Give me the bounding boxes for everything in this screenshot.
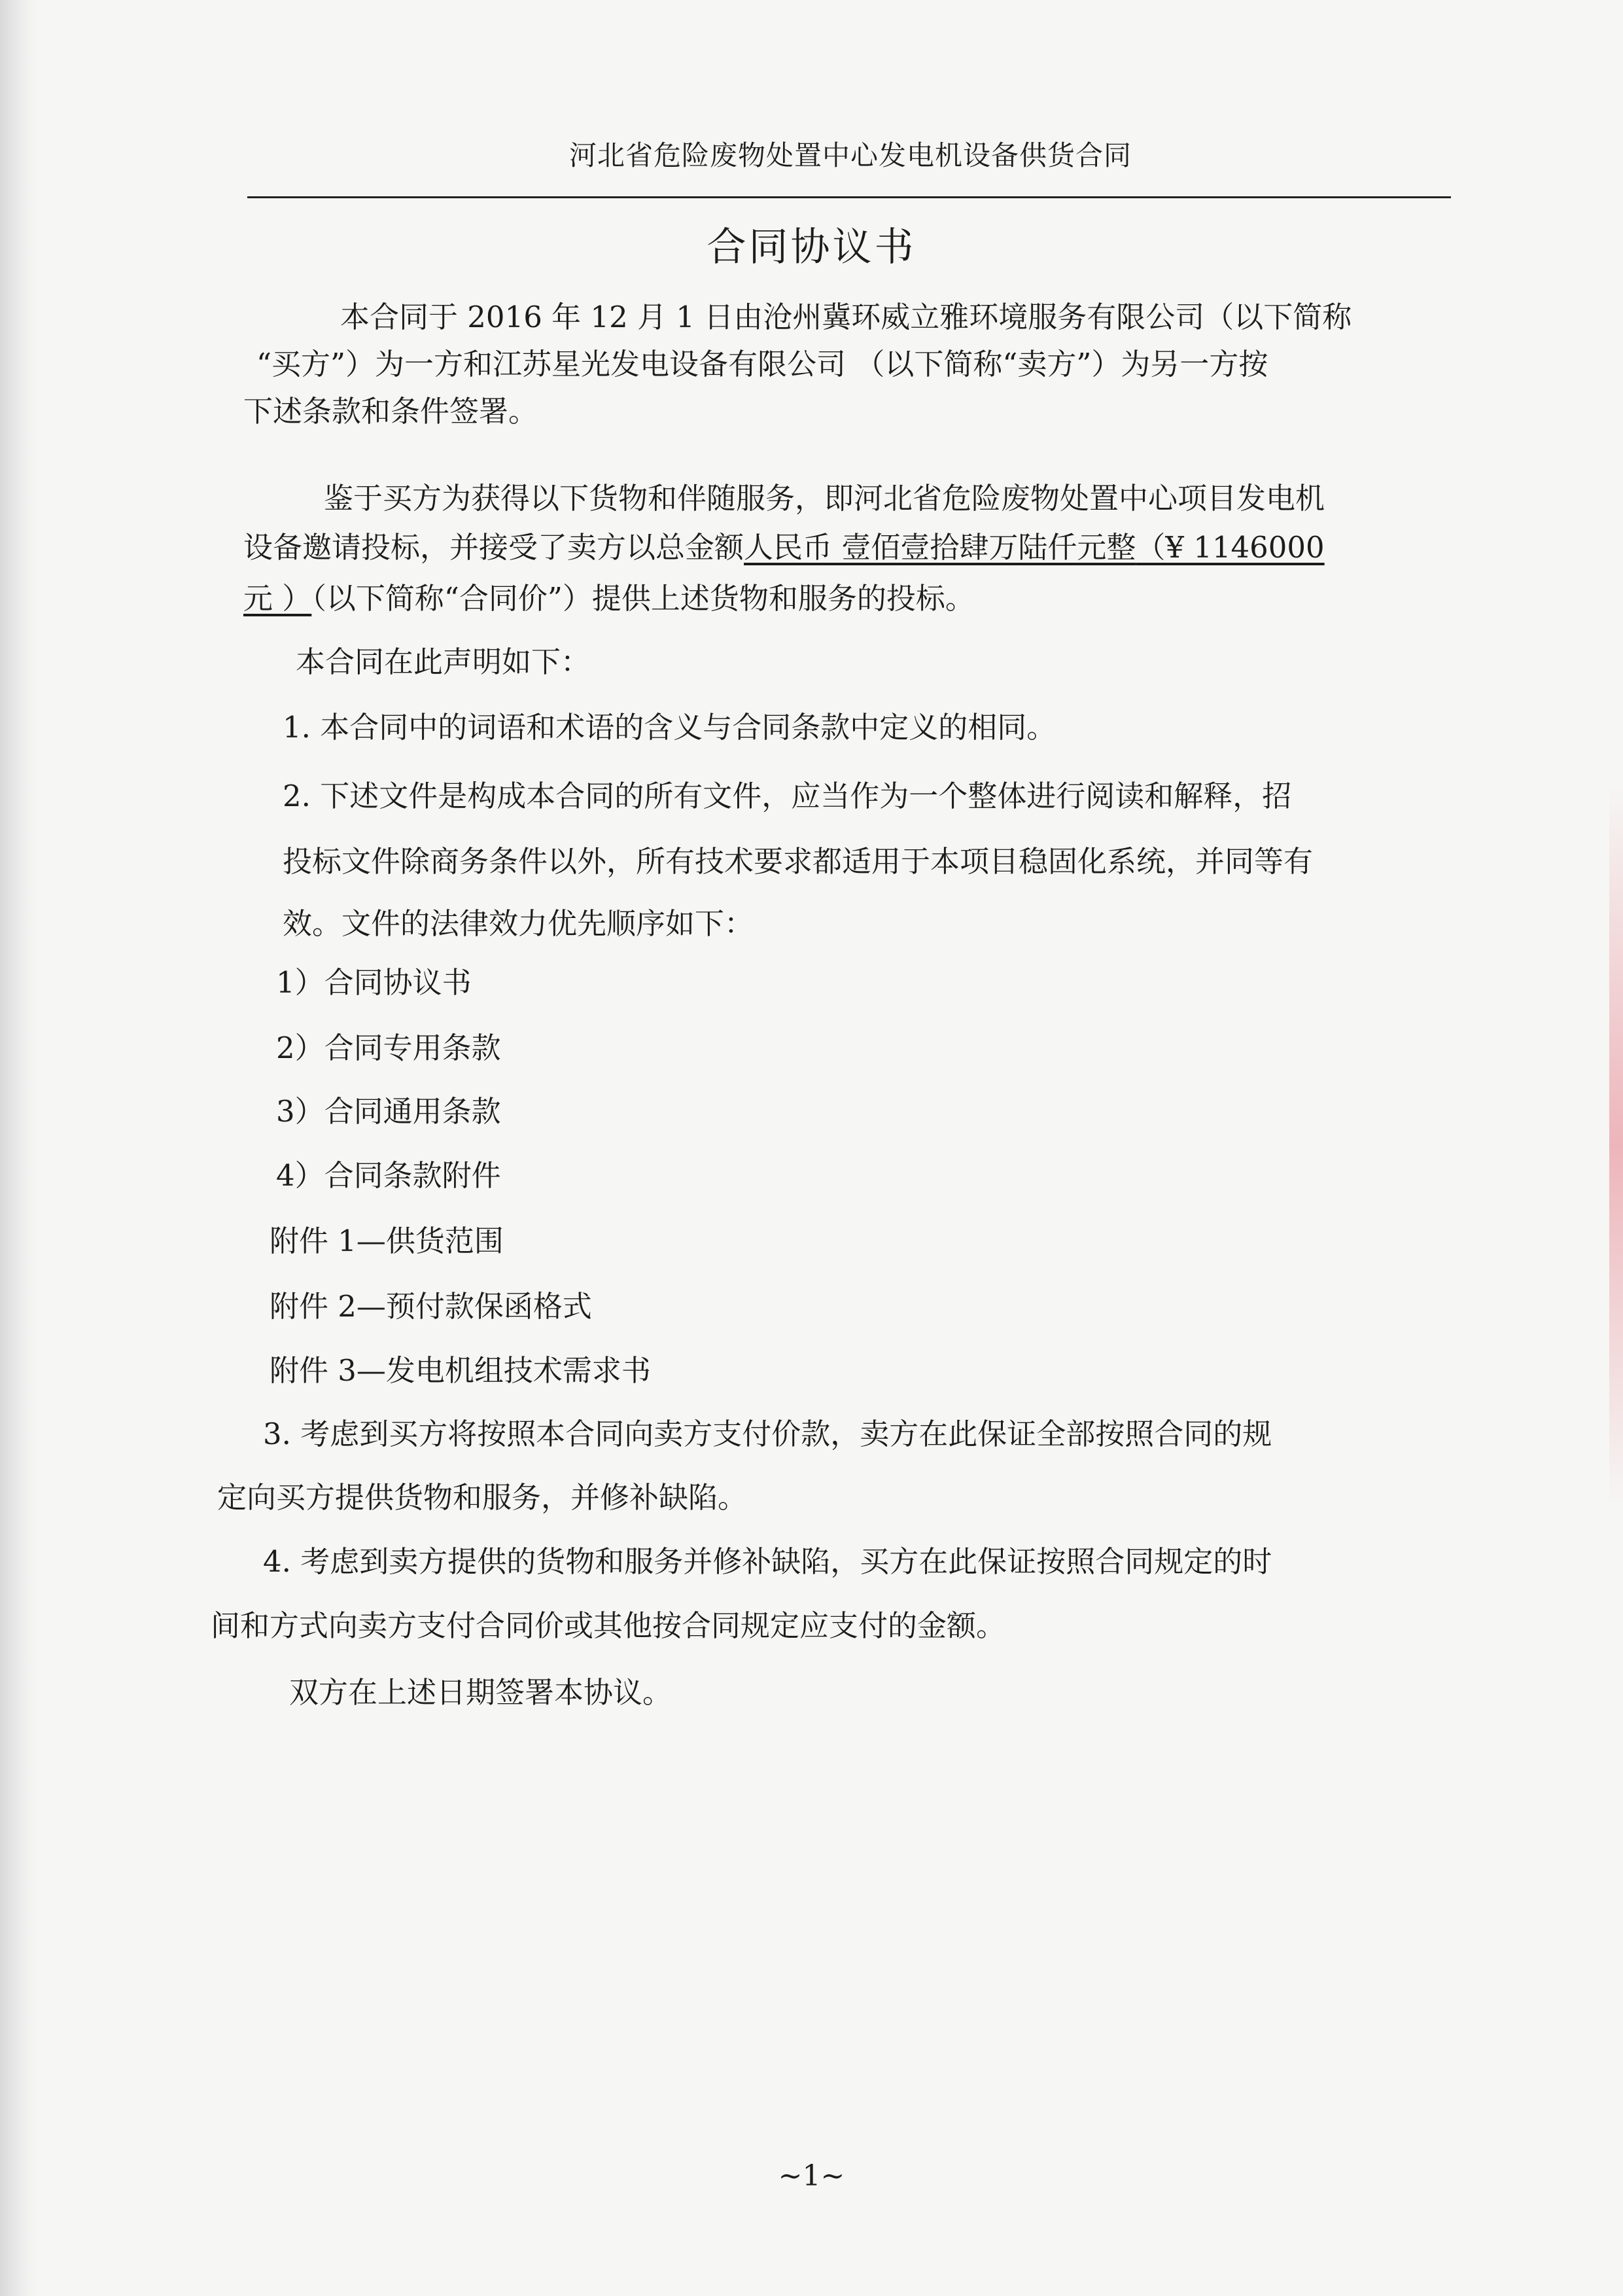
- document-list-item: 3）合同通用条款: [276, 1094, 501, 1129]
- clause-2-line-1: 2. 下述文件是构成本合同的所有文件，应当作为一个整体进行阅读和解释，招: [283, 779, 1292, 813]
- clause-2-line-3: 效。文件的法律效力优先顺序如下：: [283, 906, 754, 941]
- attachment-item: 附件 2—预付款保函格式: [270, 1289, 592, 1324]
- recital-line-3: [243, 581, 975, 616]
- intro-line-1: 本合同于 2016 年 12 月 1 日由沧州冀环威立雅环境服务有限公司（以下简称: [340, 300, 1352, 334]
- contract-amount-words: 人民币 壹佰壹拾肆万陆仟元整: [744, 530, 1136, 565]
- document-list-item: 4）合同条款附件: [276, 1158, 501, 1193]
- declaration-line: 本合同在此声明如下：: [296, 645, 591, 679]
- recital-line-1: 鉴于买方为获得以下货物和伴随服务，即河北省危险废物处置中心项目发电机: [324, 481, 1325, 516]
- page-left-edge-shadow: [0, 0, 38, 2296]
- document-list-item: 1）合同协议书: [276, 965, 472, 1000]
- page-number: ~1~: [778, 2159, 845, 2193]
- header-rule: [247, 196, 1451, 198]
- clause-3-line-1: 3. 考虑到买方将按照本合同向卖方支付价款，卖方在此保证全部按照合同的规: [263, 1417, 1272, 1451]
- recital-line-2: [243, 530, 1325, 565]
- seal-bleed-mark: [1609, 785, 1623, 1505]
- recital-line-3-suffix: （以下简称“合同价”）提供上述货物和服务的投标。: [311, 581, 975, 616]
- clause-3-line-2: 定向买方提供货物和服务，并修补缺陷。: [217, 1480, 748, 1515]
- clause-4-line-1: 4. 考虑到卖方提供的货物和服务并修补缺陷，买方在此保证按照合同规定的时: [263, 1544, 1272, 1579]
- intro-line-2: “买方”）为一方和江苏星光发电设备有限公司 （以下简称“卖方”）为另一方按: [256, 347, 1268, 381]
- running-header: 河北省危险废物处置中心发电机设备供货合同: [568, 139, 1132, 171]
- clause-2-line-2: 投标文件除商务条件以外，所有技术要求都适用于本项目稳固化系统，并同等有: [283, 844, 1314, 879]
- attachment-item: 附件 1—供货范围: [270, 1224, 504, 1258]
- contract-amount-figure-open: （¥ 1146000: [1136, 530, 1325, 565]
- document-title: 合同协议书: [707, 224, 916, 270]
- document-list-item: 2）合同专用条款: [276, 1031, 501, 1065]
- attachment-item: 附件 3—发电机组技术需求书: [270, 1353, 651, 1388]
- intro-line-3: 下述条款和条件签署。: [243, 394, 538, 429]
- recital-line-2-prefix: 设备邀请投标，并接受了卖方以总金额: [243, 530, 744, 565]
- closing-statement: 双方在上述日期签署本协议。: [289, 1675, 672, 1710]
- clause-1: 1. 本合同中的词语和术语的含义与合同条款中定义的相同。: [283, 710, 1056, 745]
- clause-4-line-2: 间和方式向卖方支付合同价或其他按合同规定应支付的金额。: [211, 1608, 1006, 1643]
- contract-amount-figure-close: 元 ）: [243, 581, 312, 616]
